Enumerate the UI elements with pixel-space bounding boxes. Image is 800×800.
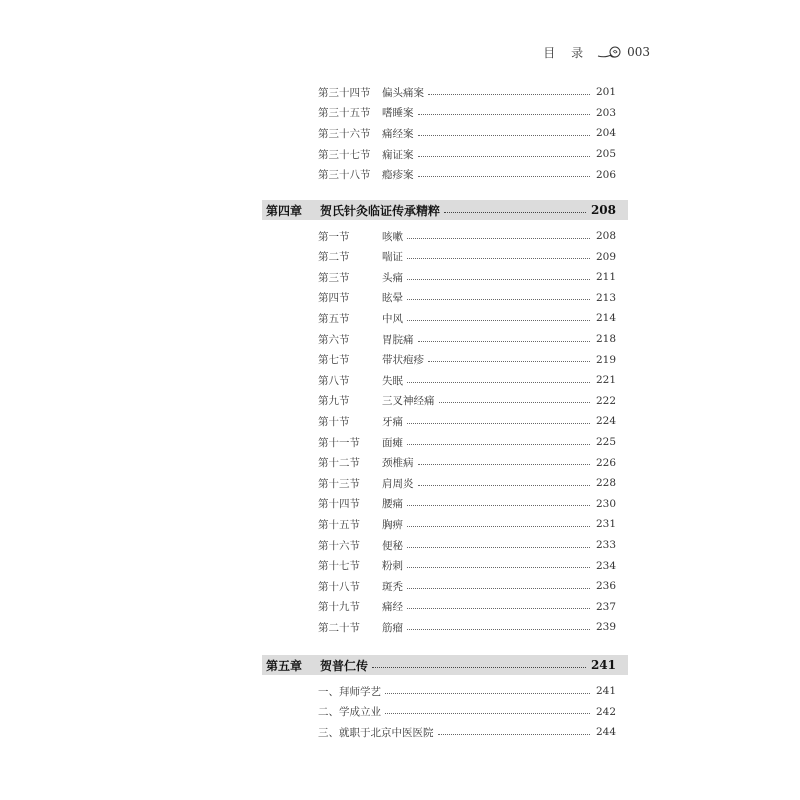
section-page: 208 [595, 230, 616, 242]
leader-dots [418, 114, 591, 115]
section-title: 三叉神经痛 [382, 395, 435, 408]
section-title: 胸痹 [382, 518, 403, 531]
leader-dots [418, 135, 591, 136]
leader-dots [385, 693, 590, 694]
leader-dots [418, 176, 591, 177]
section-number: 第八节 [318, 374, 350, 387]
running-title: 目 录 [543, 45, 590, 60]
section-title: 咳嗽 [382, 230, 403, 243]
chapter-title: 贺氏针灸临证传承精粹 [320, 203, 441, 218]
chapter-title: 贺普仁传 [320, 658, 369, 673]
section-page: 209 [595, 250, 616, 263]
section-title: 喘证 [382, 251, 403, 264]
section-title: 筋瘤 [382, 621, 403, 634]
section-title: 头痛 [382, 271, 403, 284]
toc-entry[interactable] [318, 329, 616, 349]
leader-dots [439, 402, 591, 403]
page-number: 003 [627, 45, 650, 59]
section-number: 第三十六节 [318, 127, 371, 140]
section-title: 痫证案 [382, 148, 414, 161]
leader-dots [407, 588, 590, 589]
leader-dots [407, 444, 590, 445]
leader-dots [407, 238, 590, 239]
chapter-heading[interactable] [262, 655, 628, 675]
leader-dots [418, 485, 591, 486]
section-page: 211 [595, 271, 616, 284]
section-number: 第一节 [318, 230, 350, 243]
section-page: 205 [595, 148, 616, 161]
section-number: 第二节 [318, 251, 350, 264]
chapter-page: 241 [590, 658, 616, 672]
page-header [543, 42, 650, 62]
toc-entry[interactable] [318, 556, 616, 576]
toc-entry[interactable] [318, 267, 616, 287]
section-page: 224 [595, 415, 616, 428]
toc-entry[interactable] [318, 597, 616, 617]
section-page: 244 [595, 726, 616, 738]
section-number: 第十节 [318, 415, 350, 428]
section-page: 242 [595, 705, 616, 718]
section-title: 瘾疹案 [382, 169, 414, 182]
toc-entry[interactable] [318, 432, 616, 452]
section-title: 腰痛 [382, 498, 403, 511]
toc-entry[interactable] [318, 288, 616, 308]
leader-dots [418, 464, 591, 465]
section-title: 肩周炎 [382, 477, 414, 490]
leader-dots [407, 526, 590, 527]
toc-entry[interactable] [318, 411, 616, 431]
chapter-heading[interactable] [262, 200, 628, 220]
section-number: 第六节 [318, 333, 350, 346]
leader-dots [438, 734, 591, 735]
section-page: 228 [595, 477, 616, 490]
leader-dots [372, 667, 586, 668]
toc-entry[interactable] [318, 226, 616, 246]
toc-entry[interactable] [318, 681, 616, 701]
section-title: 一、拜师学艺 [318, 685, 381, 698]
leader-dots [428, 361, 590, 362]
section-number: 第三十七节 [318, 148, 371, 161]
section-page: 233 [595, 539, 616, 551]
toc-entry[interactable] [318, 370, 616, 390]
toc-entry[interactable] [318, 576, 616, 596]
toc-entry[interactable] [318, 247, 616, 267]
chapter-number: 第四章 [266, 203, 303, 218]
section-page: 214 [595, 312, 616, 325]
leader-dots [407, 608, 590, 609]
section-page: 225 [595, 436, 616, 448]
toc-entry[interactable] [318, 722, 616, 742]
leader-dots [385, 713, 590, 714]
section-page: 219 [595, 353, 616, 366]
section-page: 241 [595, 685, 616, 697]
section-title: 粉刺 [382, 560, 403, 573]
section-number: 第十八节 [318, 580, 360, 593]
toc-entry[interactable] [318, 350, 616, 370]
section-title: 面瘫 [382, 436, 403, 449]
toc-entry[interactable] [318, 453, 616, 473]
cloud-ornament-icon [597, 44, 623, 60]
toc-entry[interactable] [318, 514, 616, 534]
section-title: 便秘 [382, 539, 403, 552]
section-title: 嗜睡案 [382, 107, 414, 120]
leader-dots [407, 547, 590, 548]
section-number: 第十七节 [318, 560, 360, 573]
chapter-number: 第五章 [266, 658, 303, 673]
section-page: 236 [595, 580, 616, 593]
section-number: 第三节 [318, 271, 350, 284]
leader-dots [407, 629, 590, 630]
chapter-page: 208 [590, 203, 616, 217]
section-number: 第十二节 [318, 457, 360, 470]
section-number: 第三十四节 [318, 86, 371, 99]
section-number: 第三十八节 [318, 169, 371, 182]
leader-dots [407, 505, 590, 506]
section-number: 第十五节 [318, 518, 360, 531]
section-title: 失眠 [382, 374, 403, 387]
section-number: 第五节 [318, 312, 350, 325]
leader-dots [407, 299, 590, 300]
section-page: 201 [595, 86, 616, 98]
section-number: 第九节 [318, 395, 350, 408]
toc-entry[interactable] [318, 473, 616, 493]
leader-dots [418, 341, 591, 342]
section-page: 226 [595, 456, 616, 469]
leader-dots [407, 382, 590, 383]
toc-entry[interactable] [318, 702, 616, 722]
leader-dots [407, 279, 590, 280]
toc-entry[interactable] [318, 391, 616, 411]
leader-dots [444, 212, 586, 213]
section-title: 颈椎病 [382, 457, 414, 470]
section-title: 斑秃 [382, 580, 403, 593]
section-number: 第十六节 [318, 539, 360, 552]
section-title: 牙痛 [382, 415, 403, 428]
leader-dots [428, 94, 590, 95]
section-title: 带状疱疹 [382, 354, 424, 367]
leader-dots [407, 567, 590, 568]
toc-entry[interactable] [318, 535, 616, 555]
toc-entry[interactable] [318, 103, 616, 123]
section-page: 237 [595, 600, 616, 613]
section-number: 第三十五节 [318, 107, 371, 120]
section-page: 230 [595, 497, 616, 510]
section-number: 第二十节 [318, 621, 360, 634]
section-number: 第十九节 [318, 601, 360, 614]
section-page: 204 [595, 127, 616, 140]
leader-dots [418, 156, 591, 157]
toc-entry[interactable] [318, 617, 616, 637]
section-title: 三、就职于北京中医医院 [318, 726, 434, 739]
section-title: 二、学成立业 [318, 706, 381, 718]
leader-dots [407, 423, 590, 424]
section-page: 203 [595, 106, 616, 119]
section-number: 第十四节 [318, 498, 360, 511]
toc-entry[interactable] [318, 82, 616, 102]
section-number: 第四节 [318, 292, 350, 305]
section-title: 中风 [382, 312, 403, 325]
section-page: 231 [595, 518, 616, 531]
toc-entry[interactable] [318, 494, 616, 514]
toc-entry[interactable] [318, 165, 616, 185]
section-title: 痛经案 [382, 127, 414, 140]
section-page: 206 [595, 168, 616, 181]
section-number: 第十一节 [318, 436, 360, 449]
section-title: 眩晕 [382, 292, 403, 305]
leader-dots [407, 320, 590, 321]
section-number: 第十三节 [318, 477, 360, 490]
leader-dots [407, 258, 590, 259]
section-page: 218 [595, 333, 616, 345]
toc-entry[interactable] [318, 144, 616, 164]
section-title: 胃脘痛 [382, 333, 414, 346]
toc-entry[interactable] [318, 308, 616, 328]
section-page: 239 [595, 621, 616, 634]
section-page: 234 [595, 559, 616, 572]
toc-entry[interactable] [318, 123, 616, 143]
section-page: 222 [595, 394, 616, 407]
section-page: 213 [595, 291, 616, 304]
section-title: 痛经 [382, 601, 403, 614]
section-title: 偏头痛案 [382, 86, 424, 99]
section-page: 221 [595, 374, 616, 387]
section-number: 第七节 [318, 354, 350, 367]
